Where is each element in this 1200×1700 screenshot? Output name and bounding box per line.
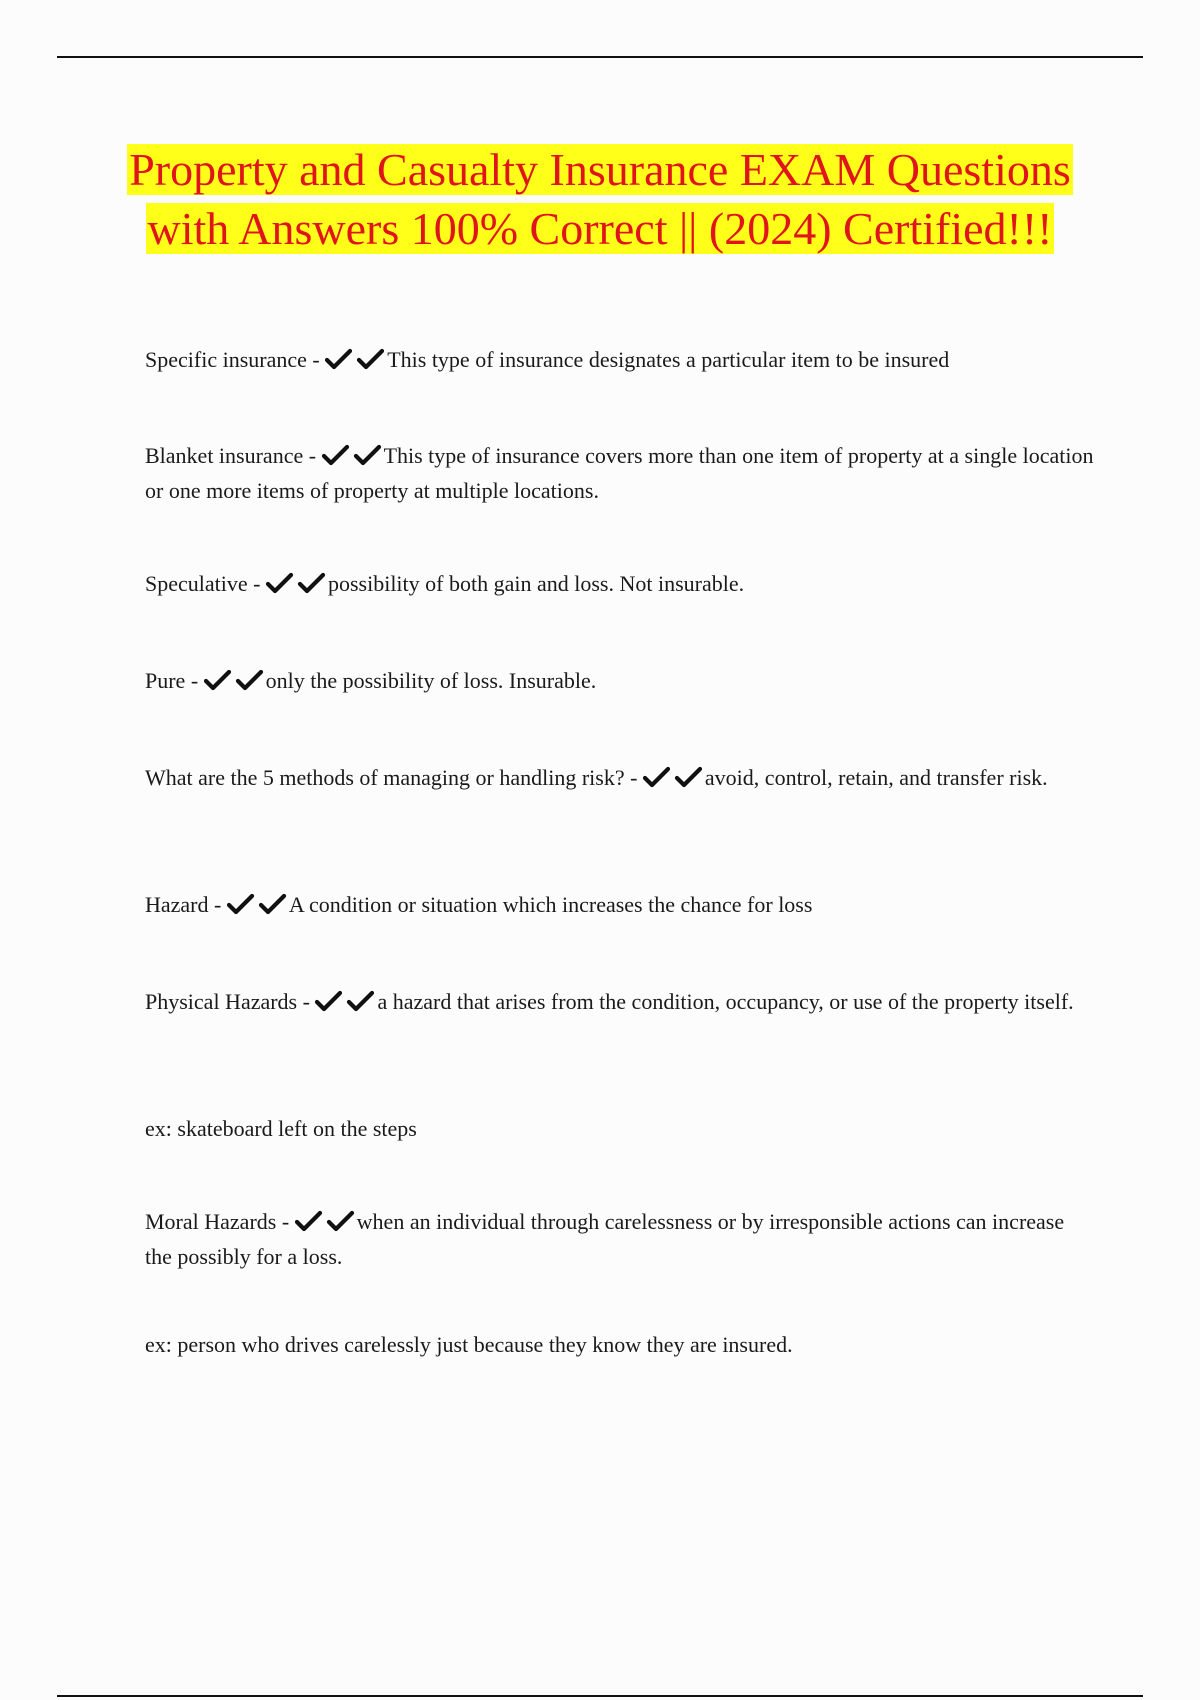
qa-entry-moral-hazards bbox=[145, 1206, 1095, 1273]
entry-answer: This type of insurance covers more than one item of property at a single location or one more items of property at multiple locations. bbox=[145, 443, 1094, 503]
qa-entry-risk-methods bbox=[145, 762, 1095, 797]
double-check-icon bbox=[295, 1209, 357, 1241]
entry-answer: This type of insurance designates a particular item to be insured bbox=[387, 347, 950, 372]
top-rule bbox=[57, 56, 1143, 58]
qa-entry-physical-hazards bbox=[145, 986, 1095, 1021]
entry-term: Speculative - bbox=[145, 571, 266, 596]
entry-term: Physical Hazards - bbox=[145, 989, 316, 1014]
example-text: ex: skateboard left on the steps bbox=[145, 1116, 417, 1141]
entry-answer: only the possibility of loss. Insurable. bbox=[265, 668, 597, 693]
example-moral-hazard bbox=[145, 1329, 1095, 1361]
example-physical-hazard bbox=[145, 1113, 1095, 1145]
double-check-icon bbox=[643, 765, 705, 797]
entry-term: Specific insurance - bbox=[145, 347, 326, 372]
bottom-rule bbox=[57, 1695, 1143, 1697]
double-check-icon bbox=[315, 989, 377, 1021]
qa-entry-blanket-insurance bbox=[145, 440, 1095, 507]
double-check-icon bbox=[204, 668, 266, 700]
double-check-icon bbox=[322, 443, 384, 475]
entry-answer: possibility of both gain and loss. Not insurable. bbox=[327, 571, 745, 596]
entry-answer: avoid, control, retain, and transfer risk. bbox=[704, 765, 1048, 790]
qa-entry-hazard bbox=[145, 889, 1095, 924]
entry-answer: when an individual through carelessness or by irresponsible actions can increase the possibly for a loss. bbox=[145, 1209, 1065, 1269]
entry-term: What are the 5 methods of managing or handling risk? - bbox=[145, 765, 643, 790]
qa-entry-pure bbox=[145, 665, 1095, 700]
double-check-icon bbox=[227, 892, 289, 924]
entry-answer: a hazard that arises from the condition, occupancy, or use of the property itself. bbox=[377, 989, 1074, 1014]
entry-term: Pure - bbox=[145, 668, 204, 693]
double-check-icon bbox=[266, 571, 328, 603]
entry-term: Moral Hazards - bbox=[145, 1209, 295, 1234]
entry-answer: A condition or situation which increases the chance for loss bbox=[288, 892, 813, 917]
qa-entry-speculative bbox=[145, 568, 1095, 603]
entry-term: Hazard - bbox=[145, 892, 227, 917]
qa-entry-specific-insurance bbox=[145, 344, 1095, 379]
double-check-icon bbox=[325, 347, 387, 379]
entry-term: Blanket insurance - bbox=[145, 443, 322, 468]
document-title bbox=[100, 140, 1100, 258]
example-text: ex: person who drives carelessly just because they know they are insured. bbox=[145, 1332, 793, 1357]
title-text: Property and Casualty Insurance EXAM Questions with Answers 100% Correct || (2024) Certified!!! bbox=[129, 144, 1071, 254]
